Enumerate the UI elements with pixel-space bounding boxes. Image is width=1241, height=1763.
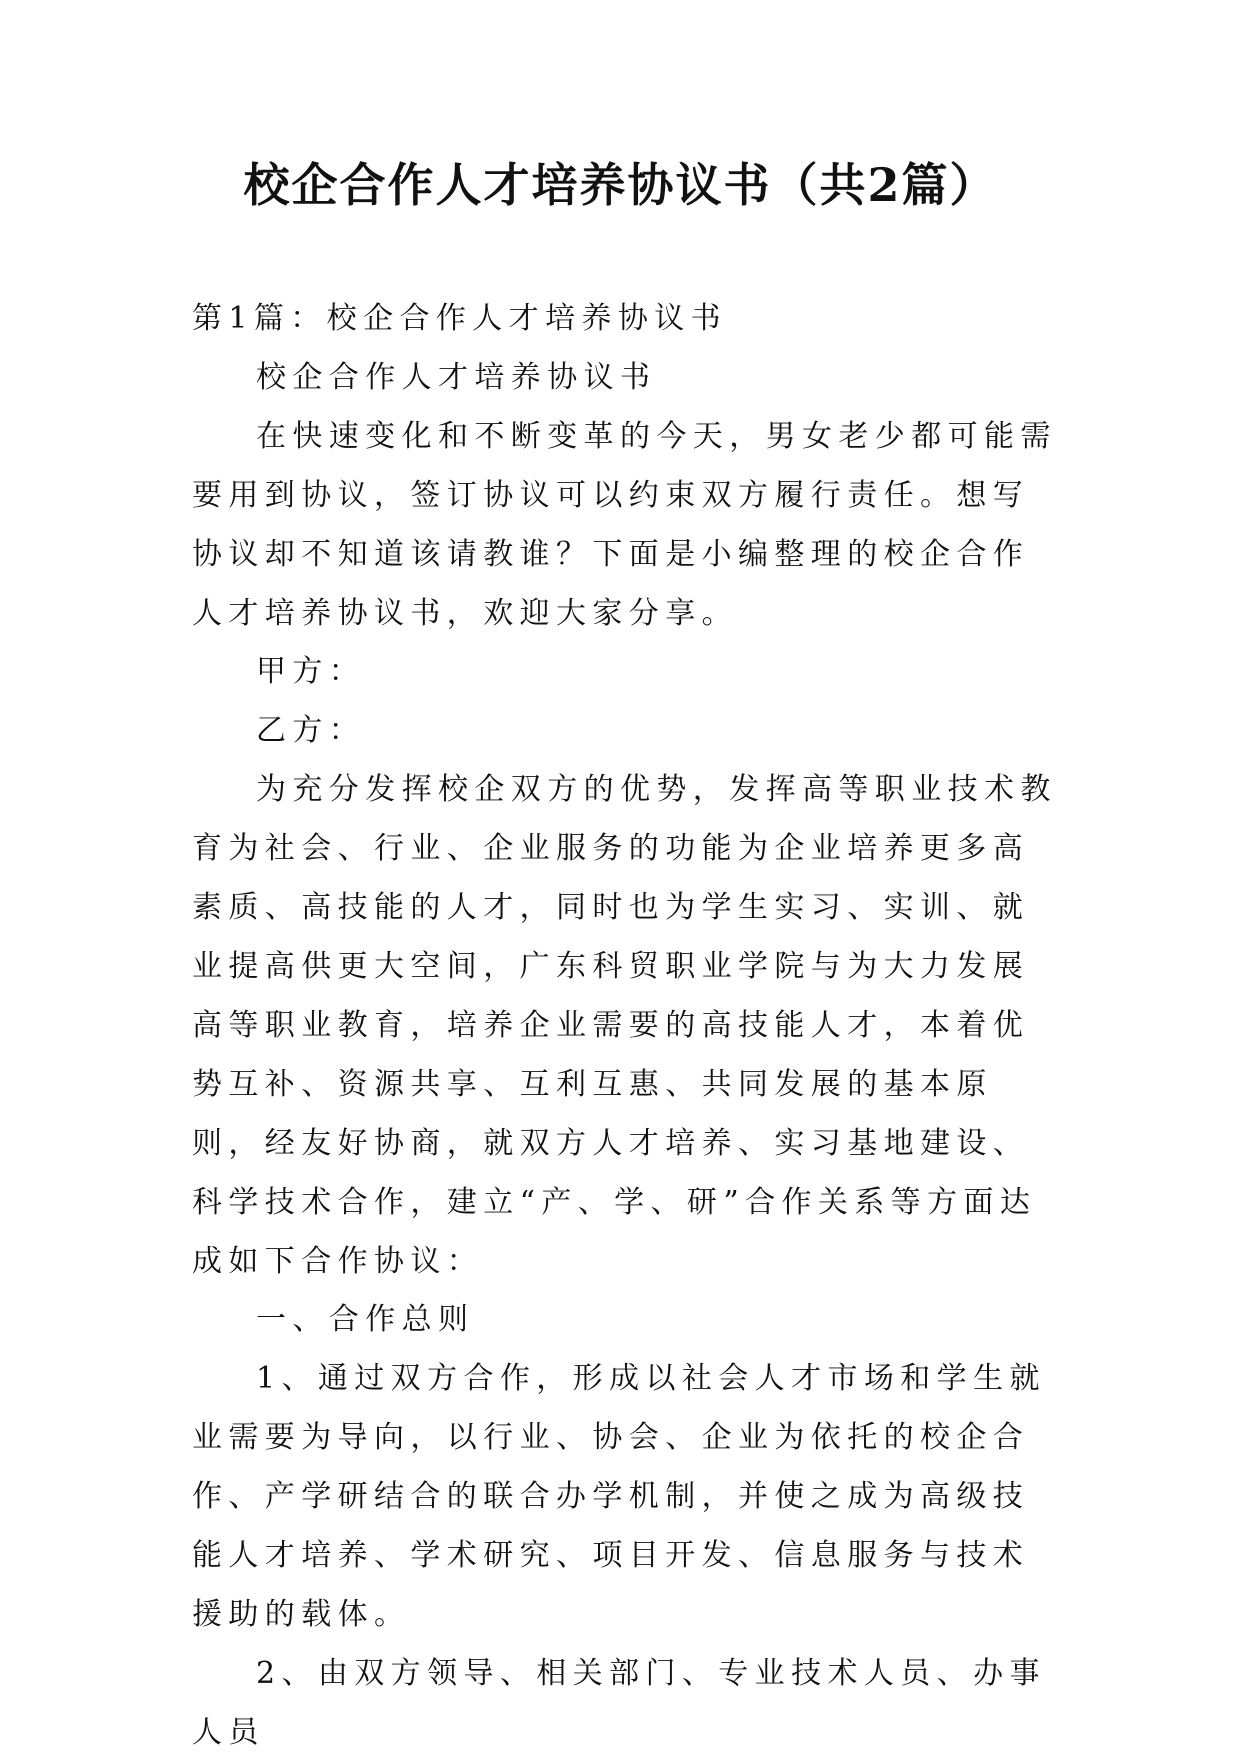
subtitle-paragraph: 校企合作人才培养协议书 [256, 359, 657, 395]
purpose-paragraph: 为充分发挥校企双方的优势，发挥高等职业技术教育为社会、行业、企业服务的功能为企业培养更多高素质、高技能的人才，同时也为学生实习、实训、就业提高供更大空间，广东科贸职业学院与为大力发展高等职业教育，培养企业需要的高技能人才，本着优势互补、资源共享、互利互惠、共同发展的基本原则，经友好协商，就双方人才培养、实习基地建设、科学技术合作，建立“产、学、研”合作关系等方面达成如下合作协议： [192, 772, 1057, 1279]
clause-2-paragraph: 2、由双方领导、相关部门、专业技术人员、办事人员 [192, 1655, 1046, 1750]
section-heading: 第1篇：校企合作人才培养协议书 [192, 301, 728, 336]
party-b-line: 乙方： [256, 713, 366, 749]
intro-paragraph: 在快速变化和不断变革的今天，男女老少都可能需要用到协议，签订协议可以约束双方履行责任。想写协议却不知道该请教谁？下面是小编整理的校企合作人才培养协议书，欢迎大家分享。 [192, 418, 1057, 631]
party-a-line: 甲方： [256, 654, 366, 690]
document-body [192, 290, 1060, 1763]
clause-heading: 一、合作总则 [256, 1302, 475, 1338]
clause-1-paragraph: 1、通过双方合作，形成以社会人才市场和学生就业需要为导向，以行业、协会、企业为依托的校企合作、产学研结合的联合办学机制，并使之成为高级技能人才培养、学术研究、项目开发、信息服务与技术援助的载体。 [192, 1361, 1046, 1632]
document-title: 校企合作人才培养协议书（共2篇） [243, 158, 998, 212]
